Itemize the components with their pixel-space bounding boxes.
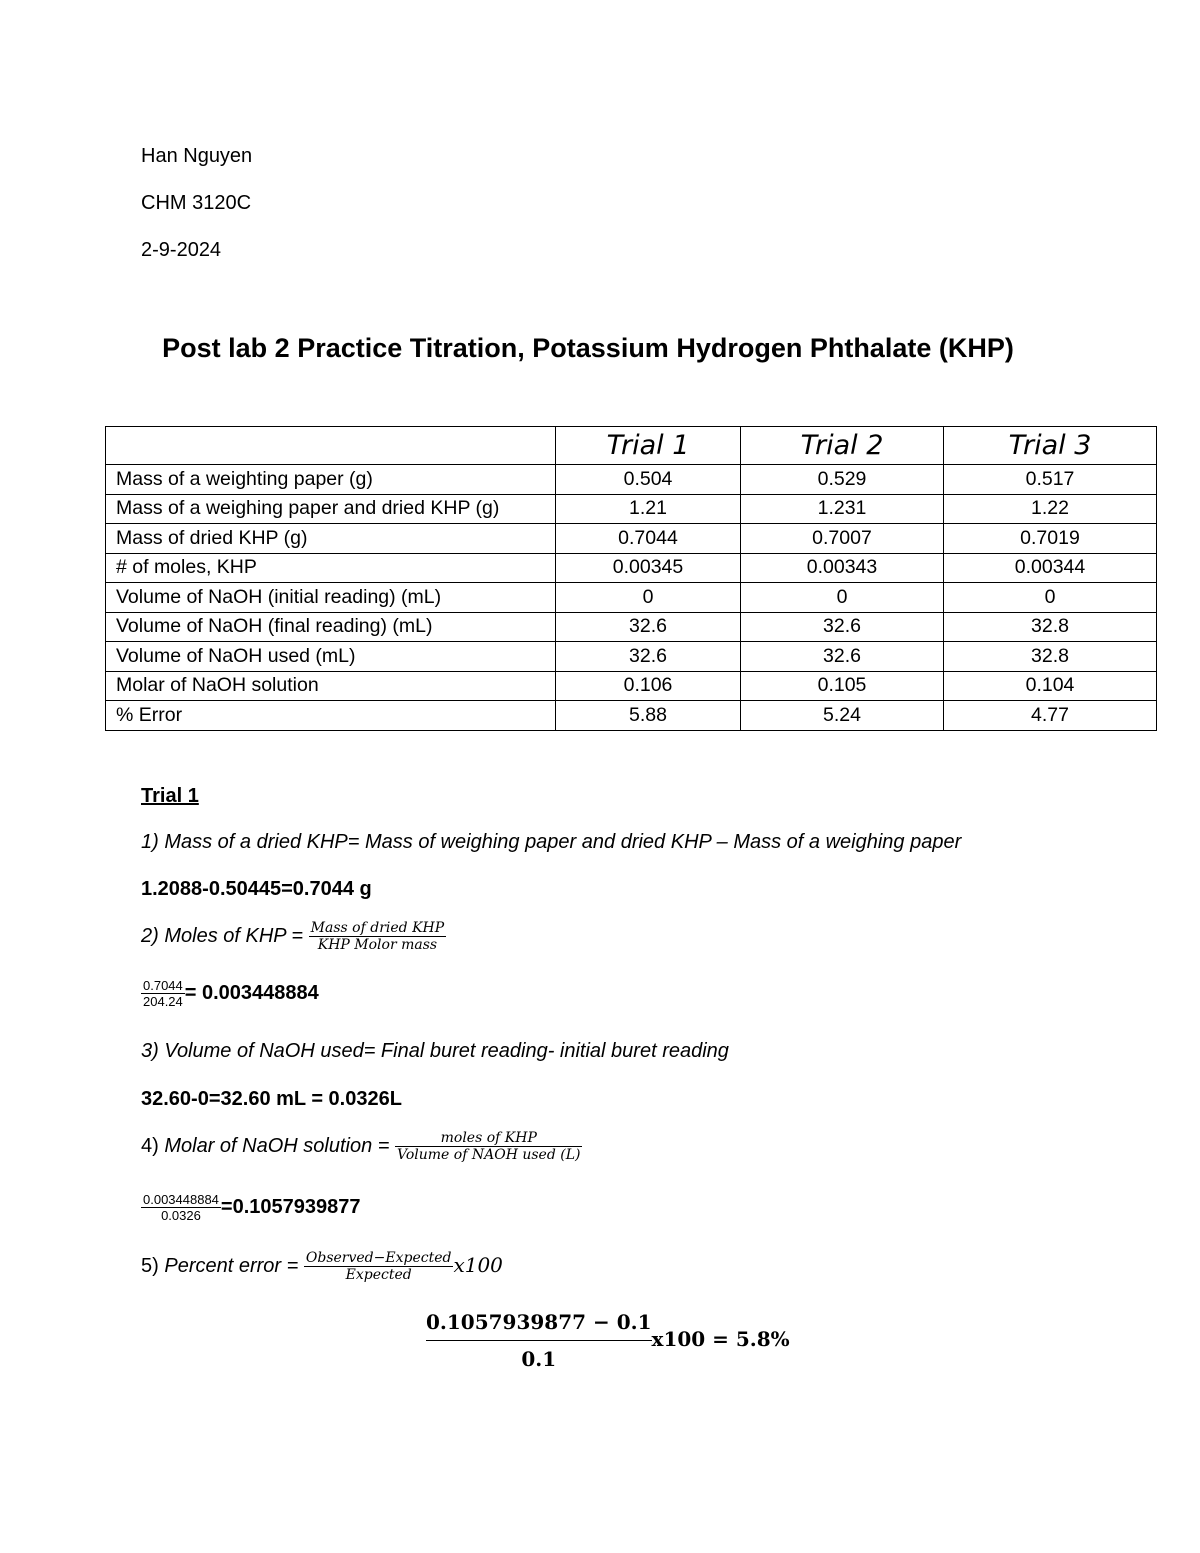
- cell-trial-1: 32.6: [556, 642, 741, 672]
- cell-trial-2: 32.6: [741, 642, 944, 672]
- step-4-formula: [141, 1130, 582, 1163]
- step-5-prefix: 5): [141, 1254, 159, 1277]
- step-4-prefix: 4): [141, 1134, 159, 1157]
- table-header-trial-2: Trial 2: [741, 427, 944, 465]
- table-row: [106, 583, 1157, 613]
- row-label: Volume of NaOH (final reading) (mL): [106, 612, 556, 642]
- step-5-fraction: [304, 1250, 454, 1283]
- step-4-calc-fraction: [141, 1192, 221, 1223]
- cell-trial-1: 0.106: [556, 671, 741, 701]
- step-5-multiplier: x100: [453, 1252, 503, 1277]
- course-code: CHM 3120C: [141, 192, 252, 214]
- cell-trial-3: 0.104: [944, 671, 1157, 701]
- step-5-formula: [141, 1250, 503, 1283]
- row-label: Molar of NaOH solution: [106, 671, 556, 701]
- step-5-calc-denominator: 0.1: [521, 1347, 557, 1371]
- table-row: [106, 494, 1157, 524]
- step-2-calc-fraction: [141, 978, 185, 1009]
- table-header-trial-1: Trial 1: [556, 427, 741, 465]
- cell-trial-1: 1.21: [556, 494, 741, 524]
- table-row: [106, 642, 1157, 672]
- step-2-calc-result: = 0.003448884: [184, 981, 319, 1004]
- step-2-fraction: [309, 920, 446, 953]
- step-4-fraction: [395, 1130, 582, 1163]
- step-4-calc-denominator: 0.0326: [161, 1208, 201, 1223]
- cell-trial-2: 1.231: [741, 494, 944, 524]
- row-label: Volume of NaOH (initial reading) (mL): [106, 583, 556, 613]
- step-3-formula: 3) Volume of NaOH used= Final buret reading- initial buret reading: [141, 1040, 729, 1062]
- cell-trial-3: 0: [944, 583, 1157, 613]
- row-label: Mass of a weighting paper (g): [106, 465, 556, 495]
- cell-trial-2: 0.7007: [741, 524, 944, 554]
- table-header-row: [106, 427, 1157, 465]
- cell-trial-3: 32.8: [944, 612, 1157, 642]
- cell-trial-1: 0: [556, 583, 741, 613]
- step-4-denominator: Volume of NAOH used (L): [397, 1147, 581, 1163]
- step-4-numerator: moles of KHP: [395, 1130, 582, 1147]
- step-1-result: 1.2088-0.50445=0.7044 g: [141, 878, 372, 900]
- step-4-calculation: [141, 1192, 361, 1223]
- table-header-empty: [106, 427, 556, 465]
- table-row: [106, 465, 1157, 495]
- table-row: [106, 701, 1157, 731]
- step-4-calc-result: =0.1057939877: [220, 1195, 361, 1218]
- report-date: 2-9-2024: [141, 239, 222, 261]
- step-5-calculation: [426, 1310, 790, 1371]
- cell-trial-2: 32.6: [741, 612, 944, 642]
- step-5-numerator: Observed−Expected: [305, 1250, 452, 1266]
- row-label: % Error: [106, 701, 556, 731]
- cell-trial-1: 32.6: [556, 612, 741, 642]
- step-5-calc-numerator: 0.1057939877 − 0.1: [426, 1310, 652, 1341]
- step-2-calc-denominator: 204.24: [143, 994, 183, 1009]
- step-5-denominator: Expected: [345, 1267, 412, 1283]
- row-label: Mass of dried KHP (g): [106, 524, 556, 554]
- trial-1-heading: Trial 1: [141, 785, 199, 807]
- cell-trial-3: 4.77: [944, 701, 1157, 731]
- step-3-result: 32.60-0=32.60 mL = 0.0326L: [141, 1088, 402, 1110]
- author-name: Han Nguyen: [141, 145, 253, 167]
- table-row: [106, 524, 1157, 554]
- cell-trial-1: 0.7044: [556, 524, 741, 554]
- cell-trial-1: 5.88: [556, 701, 741, 731]
- step-2-denominator: KHP Molor mass: [317, 937, 438, 953]
- cell-trial-3: 1.22: [944, 494, 1157, 524]
- step-2-label: 2) Moles of KHP =: [141, 924, 304, 947]
- cell-trial-2: 0: [741, 583, 944, 613]
- row-label: Mass of a weighing paper and dried KHP (g): [106, 494, 556, 524]
- cell-trial-3: 0.517: [944, 465, 1157, 495]
- cell-trial-3: 0.7019: [944, 524, 1157, 554]
- table-row: [106, 553, 1157, 583]
- step-2-calculation: [141, 978, 319, 1009]
- step-2-calc-numerator: 0.7044: [143, 978, 183, 993]
- step-5-calc-fraction: [426, 1310, 652, 1371]
- cell-trial-3: 0.00344: [944, 553, 1157, 583]
- cell-trial-2: 0.105: [741, 671, 944, 701]
- cell-trial-2: 0.00343: [741, 553, 944, 583]
- cell-trial-2: 5.24: [741, 701, 944, 731]
- cell-trial-2: 0.529: [741, 465, 944, 495]
- page-title: Post lab 2 Practice Titration, Potassium Hydrogen Phthalate (KHP): [162, 333, 1014, 363]
- step-1-formula: 1) Mass of a dried KHP= Mass of weighing paper and dried KHP – Mass of a weighing paper: [141, 831, 962, 853]
- row-label: Volume of NaOH used (mL): [106, 642, 556, 672]
- step-2-formula: [141, 920, 446, 953]
- cell-trial-1: 0.504: [556, 465, 741, 495]
- table-header-trial-3: Trial 3: [944, 427, 1157, 465]
- results-table: [105, 426, 1157, 731]
- step-2-numerator: Mass of dried KHP: [310, 920, 445, 936]
- table-row: [106, 671, 1157, 701]
- table-row: [106, 612, 1157, 642]
- cell-trial-1: 0.00345: [556, 553, 741, 583]
- cell-trial-3: 32.8: [944, 642, 1157, 672]
- step-5-calc-result: x100 = 5.8%: [651, 1327, 790, 1351]
- step-5-label: Percent error =: [164, 1254, 299, 1277]
- row-label: # of moles, KHP: [106, 553, 556, 583]
- step-4-calc-numerator: 0.003448884: [143, 1192, 219, 1207]
- step-4-label: Molar of NaOH solution =: [164, 1134, 390, 1157]
